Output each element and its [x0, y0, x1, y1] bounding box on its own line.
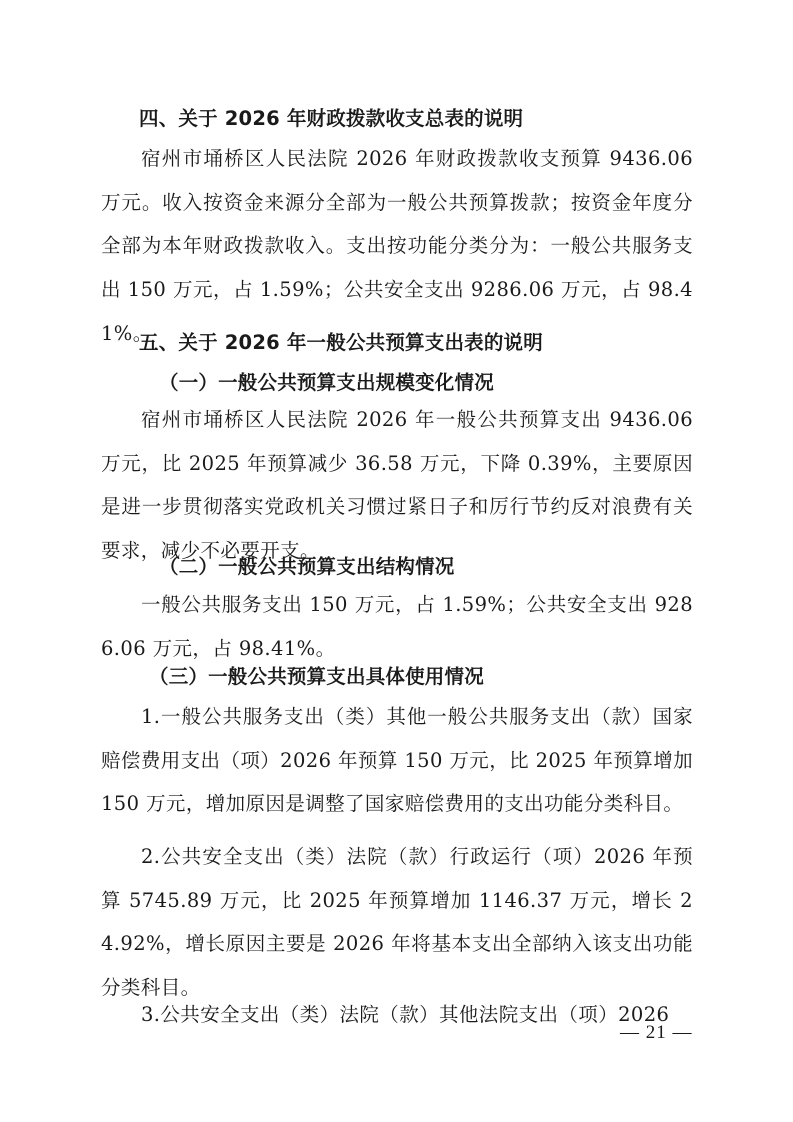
- subsection-3-heading: （三）一般公共预算支出具体使用情况: [149, 665, 484, 688]
- section-4-heading: 四、关于 2026 年财政拨款收支总表的说明: [139, 107, 524, 130]
- item-1-paragraph: 1.一般公共服务支出（类）其他一般公共服务支出（款）国家赔偿费用支出（项）2026 年预算 150 万元，比 2025 年预算增加 150 万元，增加原因是调整了国家赔偿费用的支出功能分类科目。: [101, 705, 693, 816]
- subsection-2-paragraph: 一般公共服务支出 150 万元，占 1.59%；公共安全支出 9286.06 万元，占 98.41%。: [101, 593, 693, 660]
- subsection-1-paragraph: 宿州市埇桥区人民法院 2026 年一般公共预算支出 9436.06 万元，比 2025 年预算减少 36.58 万元，下降 0.39%，主要原因是进一步贯彻落实党政机关习惯过紧日子和厉行节约反对浪费有关要求，减少不必要开支。: [101, 408, 693, 563]
- subsection-2-heading: （二）一般公共预算支出结构情况: [159, 555, 455, 578]
- subsection-1-heading: （一）一般公共预算支出规模变化情况: [159, 371, 494, 394]
- item-2-paragraph: 2.公共安全支出（类）法院（款）行政运行（项）2026 年预算 5745.89 万元，比 2025 年预算增加 1146.37 万元，增长 24.92%，增长原因主要是 2026 年将基本支出全部纳入该支出功能分类科目。: [101, 845, 693, 1000]
- page-number: — 21 —: [620, 1022, 693, 1043]
- item-3-paragraph: 3.公共安全支出（类）法院（款）其他法院支出（项）2026: [141, 1003, 670, 1026]
- section-4-paragraph: 宿州市埇桥区人民法院 2026 年财政拨款收支预算 9436.06 万元。收入按资金来源分全部为一般公共预算拨款；按资金年度分全部为本年财政拨款收入。支出按功能分类分为：一般公共服务支出 150 万元，占 1.59%；公共安全支出 9286.06 万元，占 98.41%。: [101, 147, 693, 345]
- section-5-heading: 五、关于 2026 年一般公共预算支出表的说明: [139, 331, 543, 354]
